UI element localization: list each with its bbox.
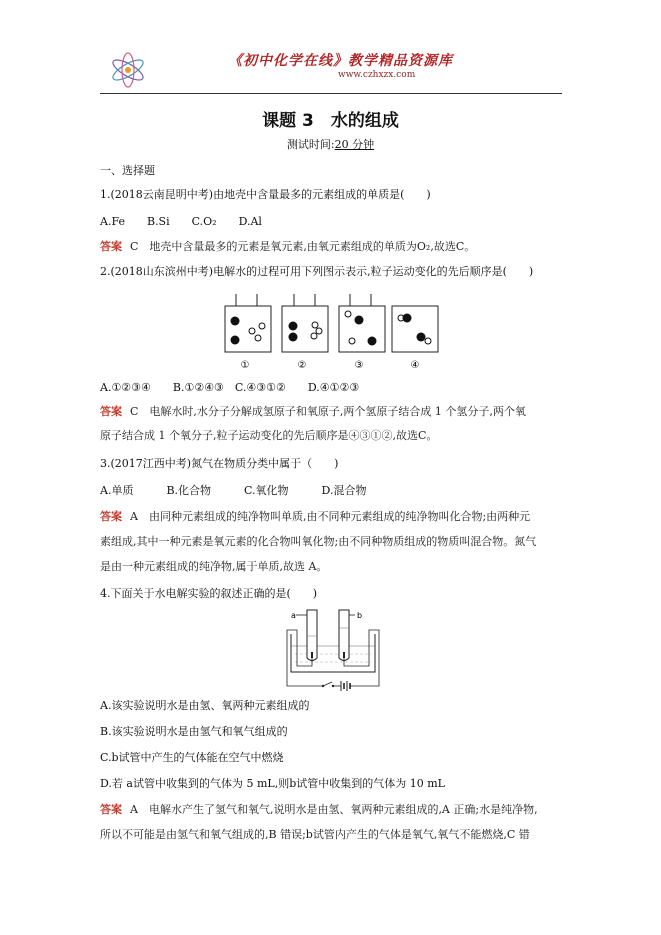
q4-option-c: C.b试管中产生的气体能在空气中燃烧	[100, 751, 284, 764]
q4-option-d: D.若 a试管中收集到的气体为 5 mL,则b试管中收集到的气体为 10 mL	[100, 777, 445, 790]
q2-answer-line2: 原子结合成 1 个氧分子,粒子运动变化的先后顺序是④③①②,故选C。	[100, 429, 438, 442]
figure-label-4: ④	[410, 360, 420, 371]
figure-label-3: ③	[354, 360, 364, 371]
q4-stem: 4.下面关于水电解实验的叙述正确的是( )	[100, 587, 318, 600]
q3-stem: 3.(2017江西中考)氮气在物质分类中属于（ )	[100, 457, 339, 470]
figure-panel-3	[339, 294, 385, 352]
electrolysis-particle-figure	[218, 292, 442, 374]
q4-option-a: A.该实验说明水是由氢、氧两种元素组成的	[100, 699, 310, 712]
electrolysis-apparatus-figure	[283, 606, 383, 694]
q4-answer-line2: 所以不可能是由氢气和氧气组成的,B 错误;b试管内产生的气体是氧气,氧气不能燃烧,C 错	[100, 828, 530, 841]
q2-answer-line1: C 电解水时,水分子分解成氢原子和氧原子,两个氢原子结合成 1 个氢分子,两个氧	[130, 405, 526, 418]
banner-url: www.czhxzx.com	[338, 70, 416, 80]
answer-label: 答案	[100, 405, 122, 418]
test-time	[0, 136, 661, 152]
q3-answer	[100, 509, 530, 525]
header-divider	[100, 93, 562, 94]
q4-answer-line1: A 电解水产生了氢气和氧气,说明水是由氢、氧两种元素组成的,A 正确;水是纯净物,	[130, 803, 538, 816]
tube-b-label: b	[357, 611, 363, 620]
q1-stem: 1.(2018云南昆明中考)由地壳中含量最多的元素组成的单质是( )	[100, 188, 431, 201]
tube-a-label: a	[291, 611, 296, 620]
answer-label: 答案	[100, 240, 122, 253]
figure-label-2: ②	[297, 360, 307, 371]
q2-options: A.①②③④ B.①②④③ C.④③①② D.④①②③	[100, 381, 360, 394]
figure-panel-4	[392, 306, 438, 352]
figure-label-1: ①	[240, 360, 250, 371]
q2-answer	[100, 404, 526, 420]
answer-label: 答案	[100, 803, 122, 816]
q1-options: A.Fe B.Si C.O₂ D.Al	[100, 215, 262, 228]
q3-options: A.单质 B.化合物 C.氧化物 D.混合物	[100, 484, 367, 497]
q4-answer	[100, 802, 538, 818]
page-title: 课题 3 水的组成	[262, 111, 399, 131]
atom-logo-icon	[108, 50, 148, 90]
q3-answer-line1: A 由同种元素组成的纯净物叫单质,由不同种元素组成的纯净物叫化合物;由两种元	[130, 510, 531, 523]
q2-stem: 2.(2018山东滨州中考)电解水的过程可用下列图示表示,粒子运动变化的先后顺序是( )	[100, 265, 534, 278]
test-time-value: 20 分钟	[334, 138, 375, 151]
q3-answer-line2: 素组成,其中一种元素是氧元素的化合物叫氧化物;由不同种物质组成的物质叫混合物。氮气	[100, 535, 537, 548]
section-heading: 一、选择题	[100, 164, 155, 177]
q1-answer-text: C 地壳中含量最多的元素是氧元素,由氧元素组成的单质为O₂,故选C。	[130, 240, 476, 253]
answer-label: 答案	[100, 510, 122, 523]
figure-panel-1	[225, 294, 271, 352]
header-banner	[100, 44, 562, 90]
figure-panel-2	[282, 294, 328, 352]
q4-option-b: B.该实验说明水是由氢气和氧气组成的	[100, 725, 288, 738]
q1-answer	[100, 239, 475, 255]
q3-answer-line3: 是由一种元素组成的纯净物,属于单质,故选 A。	[100, 560, 328, 573]
banner-title: 《初中化学在线》教学精品资源库	[228, 53, 453, 69]
test-time-label: 测试时间:	[286, 138, 335, 151]
